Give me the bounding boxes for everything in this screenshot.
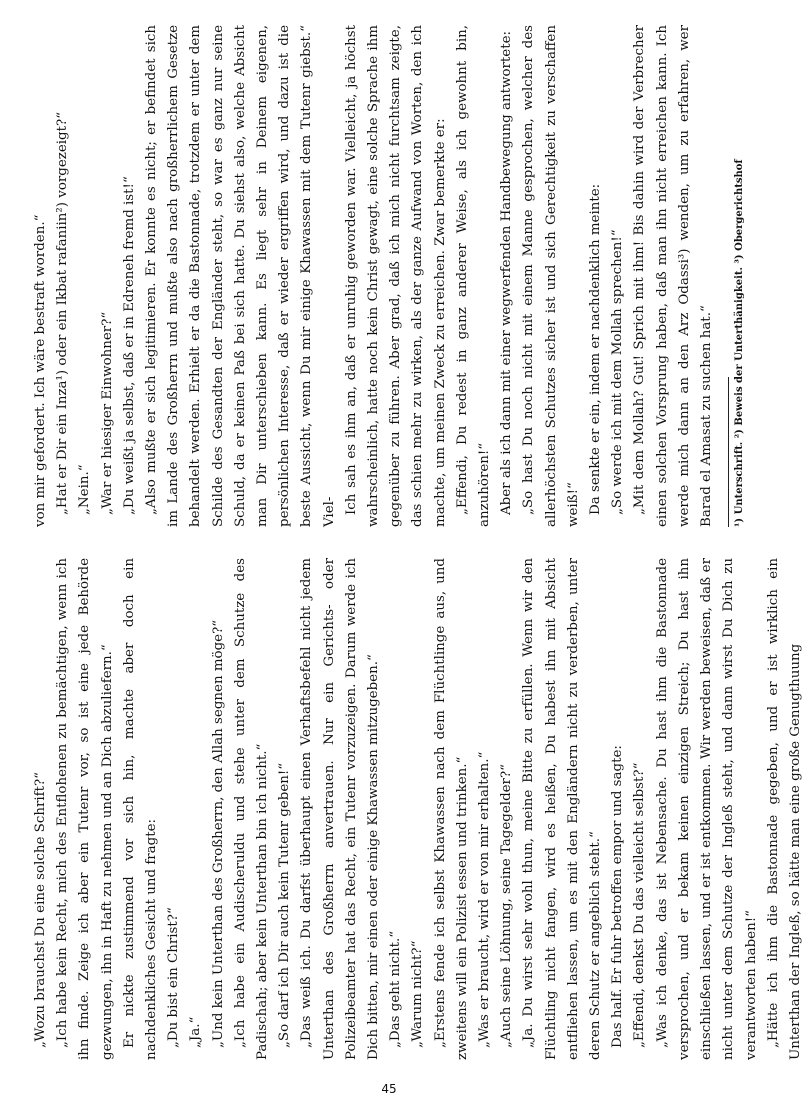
left-column-paragraph: „Wozu brauchst Du eine solche Schrift?“ (33, 771, 48, 1048)
right-column-paragraph: Aber als ich dann mit einer wegwerfenden Handbewegung antwortete: (499, 30, 515, 515)
left-column-paragraph: „Warum nicht?“ (410, 940, 426, 1048)
left-column-paragraph: „Effendi, denkst Du das vielleicht selbst?“ (632, 762, 648, 1048)
left-column-paragraph: „Ja. Du wirst sehr wohl thun, meine Bitte zu erfüllen. Wenn wir den Flüchtling nicht fangen, wird es heißen, Du habest ihn mit Absicht entfliehen lassen, um es mit den Engländern nicht zu verderben, unter deren Schutz er angeblich steht.“ (521, 558, 604, 1060)
right-column-paragraph: „Hat er Dir ein Inza¹) oder ein Ikbat rafaniin²) vorgezeigt?“ (55, 111, 71, 515)
right-column-paragraph: „Mit dem Mollah? Gut! Sprich mit ihm! Bis dahin wird der Verbrecher einen solchen Vorsprung haben, daß man ihn nicht erreichen kann. Ich werde mich dann an den Arz Odassi³) wenden, um zu erfahren, wer Barad el Amasat zu suchen hat.“ (632, 25, 715, 527)
left-column-paragraph: „Ich habe ein Audischeruldu und stehe unter dem Schutze des Padischah; aber kein Unterthan bin ich nicht.“ (232, 558, 271, 1060)
left-column-paragraph: „Hätte ich ihm die Bastonnade gegeben, und er ist wirklich ein Unterthan der Ingleß, so hätte man eine große Genugthuung (765, 558, 803, 1060)
right-column-paragraph: „Du weißt ja selbst, daß er in Edreneh fremd ist!“ (121, 176, 137, 515)
right-column-paragraph: „War er hiesiger Einwohner?“ (99, 311, 115, 515)
left-column-paragraph: „Ja.“ (188, 1016, 204, 1048)
right-column-paragraph: Da senkte er ein, indem er nachdenklich meinte: (588, 183, 604, 515)
left-column (30, 558, 803, 1060)
left-column-paragraph: „Das geht nicht.“ (388, 930, 404, 1048)
left-column-paragraph: „Ich habe kein Recht, mich des Entflohenen zu bemächtigen, wenn ich ihn finde. Zeige ich aber ein Tutenr vor, so ist eine jede Behörde gezwungen, ihn in Haft zu nehmen und an Dich abzuliefern.“ (55, 558, 115, 1060)
right-column-paragraphs (30, 25, 718, 527)
left-column-paragraph: Er nickte zustimmend vor sich hin, machte aber doch ein nachdenkliches Gesicht und fragte: (121, 558, 160, 1060)
footnote-text: ¹) Unterschrift. ²) Beweis der Unterthänigkeit. ³) Obergerichtshof (734, 159, 746, 527)
left-column-paragraph: „So darf ich Dir auch kein Tutenr geben!“ (277, 762, 293, 1048)
page-number: 45 (381, 1082, 397, 1096)
left-column-paragraph: „Erstens fende ich selbst Khawassen nach dem Flüchtlinge aus, und zweitens will ein Polizist essen und trinken.“ (432, 558, 470, 1060)
right-column-paragraph: „So hast Du noch nicht mit einem Manne gesprochen, welcher des allerhöchsten Schutzes sicher ist und sich Gerechtigkeit zu verschaffen weiß!“ (521, 25, 581, 527)
right-column-paragraph: „Also mußte er sich legitimieren. Er konnte es nicht; er befindet sich im Lande des Großherrn und mußte also nach großherrlichem Gesetze behandelt werden. Erhielt er da die Bastonnade, trotzdem er unter dem Schilde des Gesandten der Engländer steht, so war es ganz nur seine Schuld, da er keinen Paß bei sich hatte. Du siehst also, welche Absicht man Dir unterschieben kann. Es liegt sehr in Deinem eigenen, persönlichen Interesse, daß er wieder ergriffen wird, und dazu ist die beste Aussicht, wenn Du mir einige Khawassen mit dem Tutenr giebst.“ Viel- (144, 25, 337, 527)
left-column-paragraph: „Auch seine Löhnung, seine Tagegelder?“ (499, 764, 515, 1048)
right-column-paragraph: „Nein.“ (77, 464, 93, 515)
left-column-paragraph: „Du bist ein Christ?“ (166, 907, 182, 1048)
footnote-rule (728, 377, 729, 527)
right-column-paragraph: Ich sah es ihm an, daß er unruhig geworden war. Vielleicht, ja höchst wahrscheinlich, hatte noch kein Christ gewagt, eine solche Sprache ihm gegenüber zu führen. Aber grad, daß ich mich nicht furchtsam zeigte, das schien mehr zu wirken, als der ganze Aufwand von Worten, den ich machte, um meinen Zweck zu erreichen. Zwar bemerkte er: (343, 25, 448, 527)
rotated-text-block (30, 25, 803, 1060)
left-column-paragraph: „Was ich denke, das ist Nebensache. Du hast ihm die Bastonnade versprochen, und er bekam keinen einzigen Streich; Du hast ihn einschließen lassen, und er ist entkommen. Wir werden beweisen, daß er nicht unter dem Schutze der Ingleß steht, und dann wirst Du Dich zu verantworten haben!“ (654, 558, 759, 1060)
left-column-paragraph: „Und kein Unterthan des Großherrn, den Allah segnen möge?“ (210, 619, 226, 1048)
right-column-paragraph: „Effendi, Du redest in ganz anderer Weise, als ich gewohnt bin, anzuhören!“ (454, 25, 493, 527)
right-column-paragraph: von mir gefordert. Ich wäre bestraft worden.“ (33, 214, 48, 527)
right-column-paragraph: „So werde ich mit dem Mollah sprechen!“ (610, 229, 626, 515)
left-column-paragraph: „Was er braucht, wird er von mir erhalten.“ (477, 751, 493, 1048)
right-column (30, 25, 746, 527)
left-column-paragraph: „Das weiß ich. Du darfst überhaupt einen Verhaftsbefehl nicht jedem Unterthan des Großherrn anvertrauen. Nur ein Gerichts- oder Polizeibeamter hat das Recht, ein Tutenr vorzuzeigen. Darum werde ich Dich bitten, mir einen oder einige Khawassen mitzugeben.“ (299, 558, 382, 1060)
left-column-paragraph: Das half. Er fuhr betroffen empor und sagte: (610, 745, 626, 1048)
